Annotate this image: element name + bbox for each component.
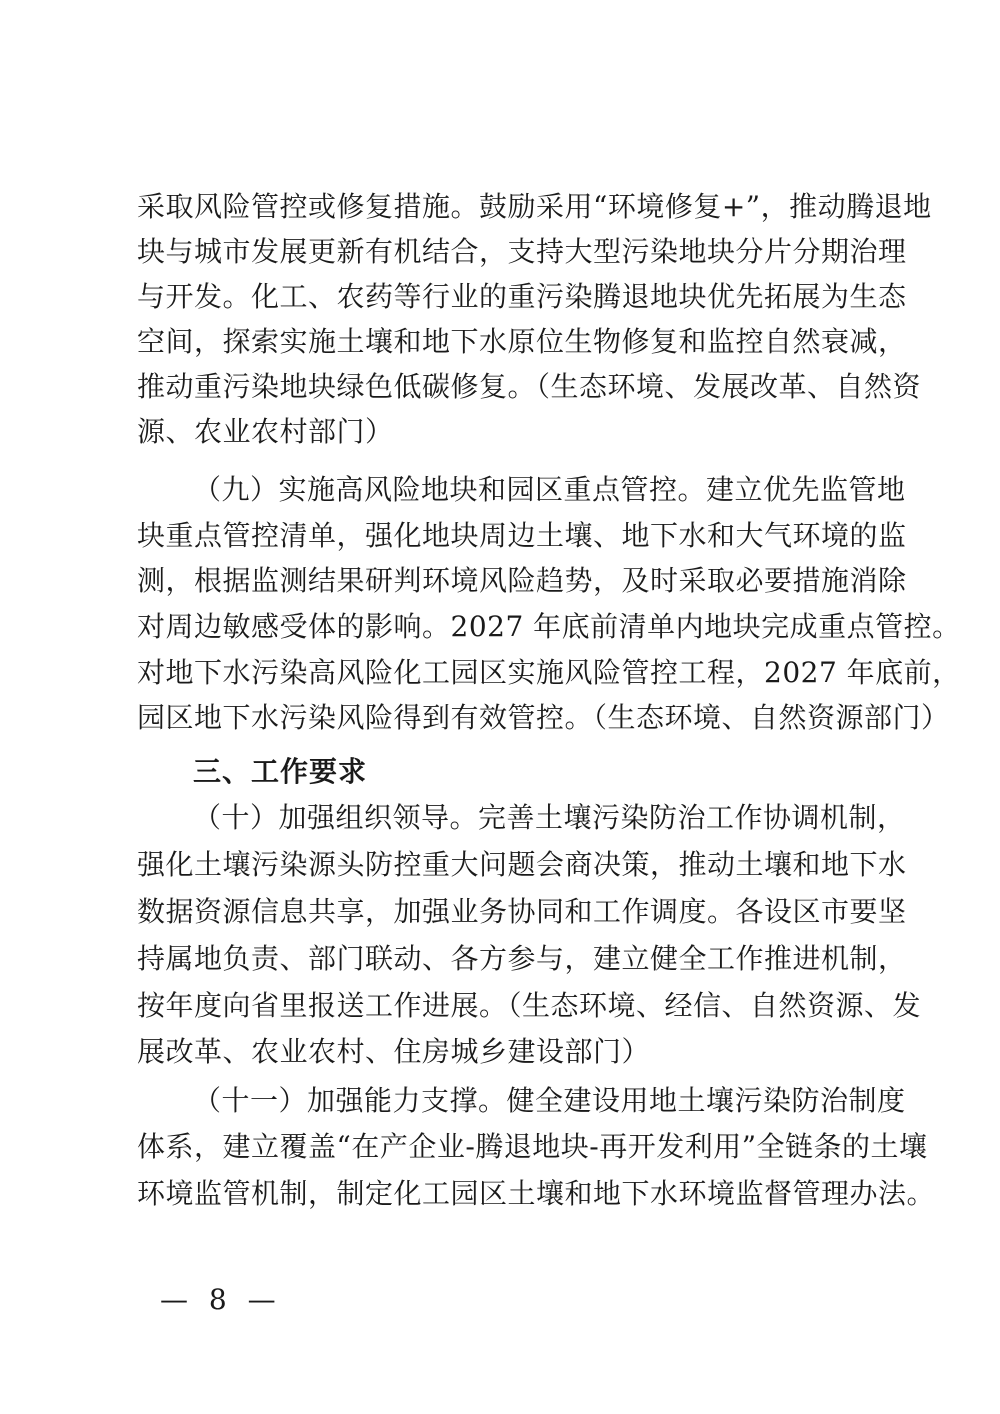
paragraph-3-line-6: 展改革、农业农村、住房城乡建设部门） <box>137 1035 651 1068</box>
paragraph-2-line-4: 对周边敏感受体的影响。2027 年底前清单内地块完成重点管控。 <box>137 610 961 643</box>
paragraph-1-line-3: 与开发。化工、农药等行业的重污染腾退地块优先拓展为生态 <box>137 280 907 313</box>
paragraph-1-line-1: 采取风险管控或修复措施。鼓励采用“环境修复+”，推动腾退地 <box>137 190 932 223</box>
paragraph-3-line-4: 持属地负责、部门联动、各方参与，建立健全工作推进机制， <box>137 942 907 975</box>
paragraph-1-line-5: 推动重污染地块绿色低碳修复。（生态环境、发展改革、自然资 <box>137 370 922 403</box>
paragraph-2-line-2: 块重点管控清单，强化地块周边土壤、地下水和大气环境的监 <box>137 519 907 552</box>
paragraph-1-line-2: 块与城市发展更新有机结合，支持大型污染地块分片分期治理 <box>137 235 907 268</box>
page-number: — 8 — <box>160 1283 282 1316</box>
paragraph-4-line-3: 环境监管机制，制定化工园区土壤和地下水环境监督管理办法。 <box>137 1177 936 1210</box>
paragraph-2-line-6: 园区地下水污染风险得到有效管控。（生态环境、自然资源部门） <box>137 701 950 734</box>
paragraph-3-line-1: （十）加强组织领导。完善土壤污染防治工作协调机制， <box>193 801 906 834</box>
paragraph-3-line-3: 数据资源信息共享，加强业务协同和工作调度。各设区市要坚 <box>137 895 907 928</box>
paragraph-2-line-3: 测，根据监测结果研判环境风险趋势，及时采取必要措施消除 <box>137 564 907 597</box>
paragraph-3-line-2: 强化土壤污染源头防控重大问题会商决策，推动土壤和地下水 <box>137 848 907 881</box>
paragraph-4-line-1: （十一）加强能力支撑。健全建设用地土壤污染防治制度 <box>193 1084 906 1117</box>
paragraph-4-line-2: 体系，建立覆盖“在产企业-腾退地块-再开发利用”全链条的土壤 <box>137 1130 928 1163</box>
paragraph-3-line-5: 按年度向省里报送工作进展。（生态环境、经信、自然资源、发 <box>137 989 922 1022</box>
paragraph-1-line-6: 源、农业农村部门） <box>137 415 394 448</box>
paragraph-2-line-5: 对地下水污染高风险化工园区实施风险管控工程，2027 年底前， <box>137 656 961 689</box>
paragraph-2-line-1: （九）实施高风险地块和园区重点管控。建立优先监管地 <box>193 473 906 506</box>
section-heading: 三、工作要求 <box>193 755 368 788</box>
paragraph-1-line-4: 空间，探索实施土壤和地下水原位生物修复和监控自然衰减， <box>137 325 907 358</box>
